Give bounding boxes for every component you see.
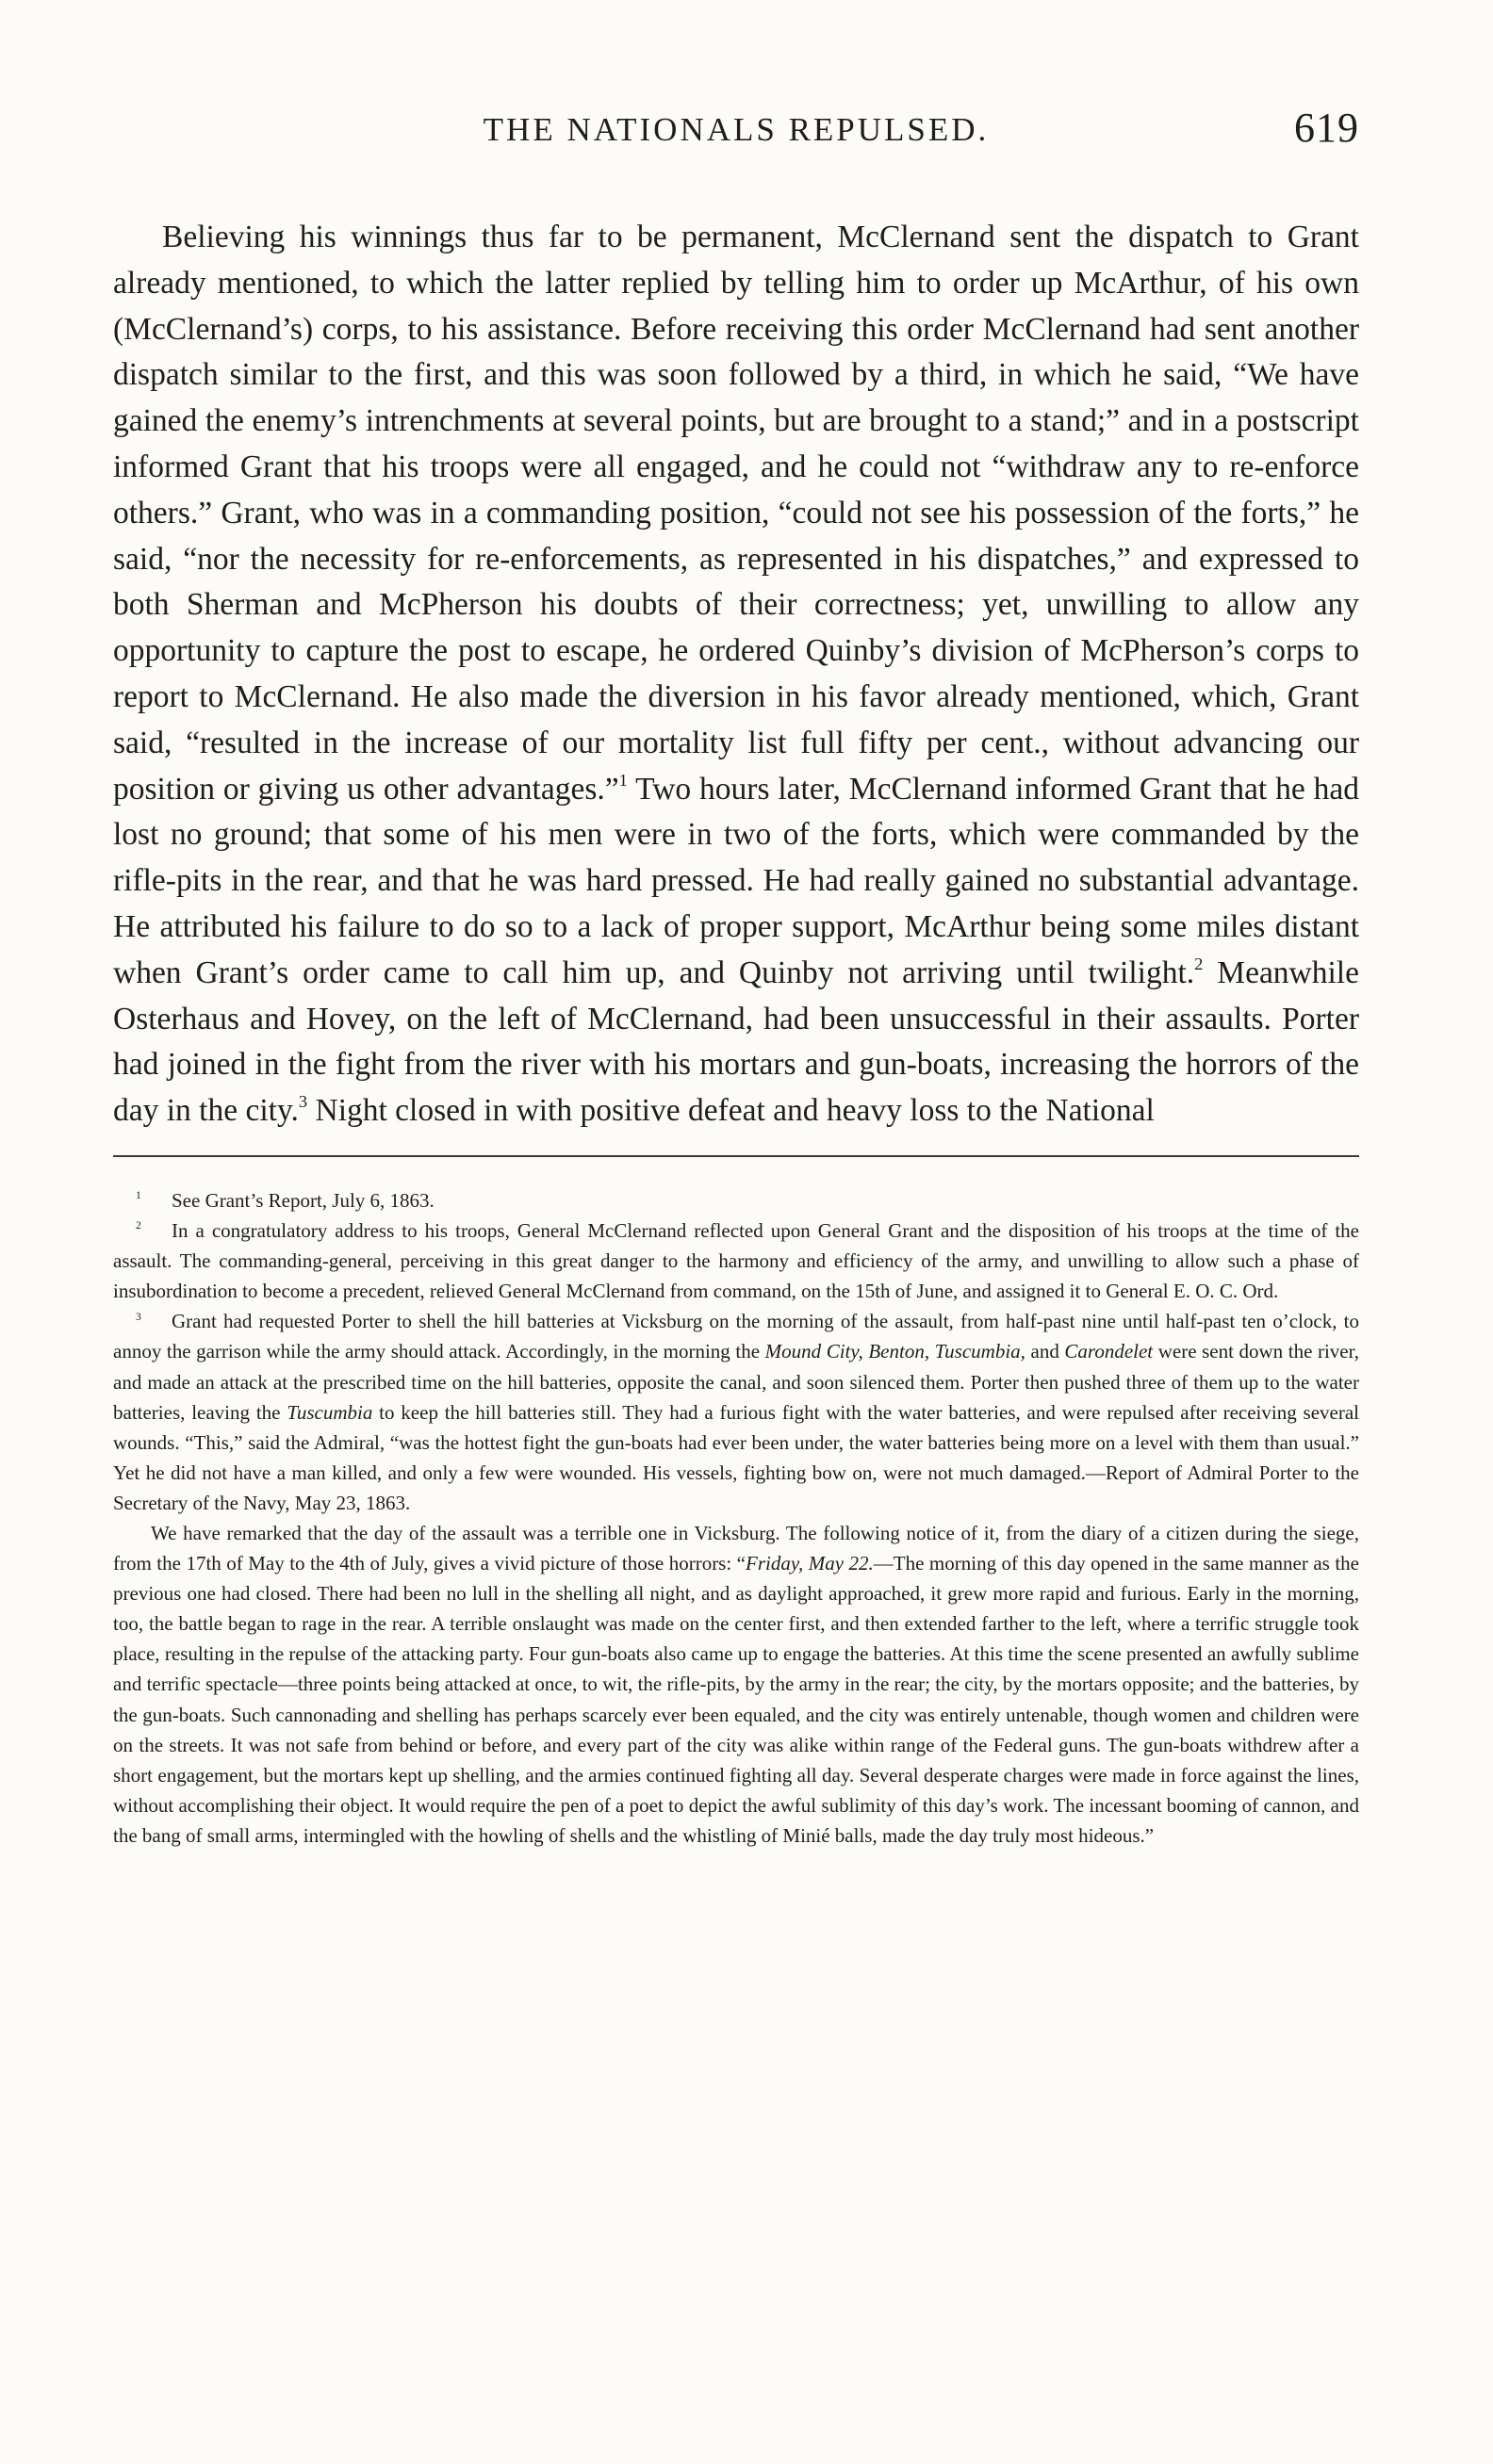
- diary-date: Friday, May 22.: [746, 1552, 874, 1575]
- footnote-ref-1: 1: [618, 770, 628, 790]
- footnote-text: to keep the hill batteries still. They had a furious fight with the water batteries, and were repulsed after receiving several wounds. “This,” said the Admiral, “was the hottest fight the gun-boats had ever been under, the water batteries being more on a level with them than usual.” Yet he did not have a man killed, and only a few were wounded. His vessels, fighting bow on, were not much damaged.—Report of Admiral Porter to the Secretary of the Navy, May 23, 1863.: [113, 1400, 1359, 1514]
- page-number: 619: [1294, 105, 1359, 151]
- ship-name: Tuscumbia: [287, 1400, 373, 1424]
- footnote-ref-2: 2: [1194, 954, 1204, 973]
- body-text-part-4: Night closed in with positive defeat and heavy loss to the National: [307, 1093, 1155, 1129]
- body-paragraph: [113, 215, 1359, 1134]
- footnotes: [113, 1185, 1359, 1851]
- footnote-text: Grant had requested Porter to shell the hill batteries at Vicksburg on the morning of the assault, from half-past nine until half-past ten o’clock, to annoy the garrison while the army should attack. Accordingly, in the morning the: [113, 1310, 1359, 1363]
- footnote-3: $^3$ Grant had requested Porter to shell the hill batteries at Vicksburg on the morning of the assault, from half-past nine until half-past ten o’clock, to annoy the garrison while the army should attack. Accordingly, in the morning the Mound City, Benton, Tuscumbia, and Carondelet were sent down the river, and made an attack at the prescribed time on the hill batteries, opposite the canal, and soon silenced them. Porter then pushed three of them up to the water batteries, leaving the Tuscumbia to keep the hill batteries still. They had a furious fight with the water batteries, and were repulsed after receiving several wounds. “This,” said the Admiral, “was the hottest fight the gun-boats had ever been under, the water batteries being more on a level with them than usual.” Yet he did not have a man killed, and only a few were wounded. His vessels, fighting bow on, were not much damaged.—Report of Admiral Porter to the Secretary of the Navy, May 23, 1863.: [113, 1310, 1360, 1514]
- footnote-text: —The morning of this day opened in the same manner as the previous one had closed. There had been no lull in the shelling all night, and as daylight approached, it grew more rapid and furious. Early in the morning, too, the battle began to rage in the rear. A terrible onslaught was made on the center first, and then extended farther to the left, where a terrific struggle took place, resulting in the repulse of the attacking party. Four gun-boats also came up to engage the batteries. At this time the scene presented an awfully sublime and terrific spectacle—three points being attacked at once, to wit, the rifle-pits, by the army in the rear; the city, by the mortars opposite; and the batteries, by the gun-boats. Such cannonading and shelling has perhaps scarcely ever been equaled, and the city was entirely untenable, though women and children were on the streets. It was not safe from behind or before, and every part of the city was alike within range of the Federal guns. The gun-boats withdrew after a short engagement, but the mortars kept up shelling, and the armies continued fighting all day. Several desperate charges were made in force against the lines, without accomplishing their object. It would require the pen of a poet to depict the awful sublimity of this day’s work. The incessant booming of cannon, and the bang of small arms, intermingled with the howling of shells and the whistling of Minié balls, made the day truly most hideous.”: [113, 1552, 1359, 1847]
- footnote-ref-3: 3: [298, 1092, 308, 1112]
- ship-names: Mound City, Benton, Tuscumbia,: [764, 1340, 1025, 1363]
- footnote-1: $^1$ See Grant’s Report, July 6, 1863.: [136, 1188, 435, 1212]
- page-header: [113, 104, 1359, 160]
- footnote-2: $^2$ In a congratulatory address to his troops, General McClernand reflected upon General Grant and the disposition of his troops at the time of the assault. The commanding-general, perceiving in this great danger to the harmony and efficiency of the army, and unwilling to allow such a phase of insubordination to become a precedent, relieved General McClernand from command, on the 15th of June, and assigned it to General E. O. C. Ord.: [113, 1219, 1359, 1303]
- footnote-text: We have remarked that the day of the assault was a terrible one in Vicksburg. The following notice of it, from the diary of a citizen during the siege, from the 17th of May to the 4th of July, gives a vivid picture of those horrors: “: [113, 1521, 1359, 1575]
- footnote-text: were sent down the river, and made an attack at the prescribed time on the hill batteries, opposite the canal, and soon silenced them. Porter then pushed three of them up to the water batteries, leaving the: [113, 1340, 1360, 1424]
- body-text-part-1: Believing his winnings thus far to be permanent, McClernand sent the dispatch to Grant already mentioned, to which the latter replied by telling him to order up McArthur, of his own (McClernand’s) corps, to his assistance. Before receiving this order McClernand had sent another dispatch similar to the first, and this was soon followed by a third, in which he said, “We have gained the enemy’s intrenchments at several points, but are brought to a stand;” and in a postscript informed Grant that his troops were all engaged, and he could not “withdraw any to re-enforce others.” Grant, who was in a commanding position, “could not see his possession of the forts,” he said, “nor the necessity for re-enforcements, as represented in his dispatches,” and expressed to both Sherman and McPherson his doubts of their correctness; yet, unwilling to allow any opportunity to capture the post to escape, he ordered Quinby’s division of McPherson’s corps to report to McClernand. He also made the diversion in his favor already mentioned, which, Grant said, “resulted in the increase of our mortality list full fifty per cent., without advancing our position or giving us other advantages.”: [113, 220, 1359, 807]
- footnote-text: and: [1025, 1340, 1065, 1363]
- body-text-part-2: Two hours later, McClernand informed Grant that he had lost no ground; that some of his men were in two of the forts, which were commanded by the rifle-pits in the rear, and that he was hard pressed. He had really gained no substantial advantage. He attributed his failure to do so to a lack of proper support, McArthur being some miles distant when Grant’s order came to call him up, and Quinby not arriving until twilight.: [113, 771, 1359, 990]
- ship-name: Carondelet: [1064, 1340, 1154, 1363]
- footnote-divider: [113, 1155, 1359, 1157]
- footnote-3-continued: [113, 1518, 1359, 1851]
- main-text: [113, 215, 1359, 1134]
- footnote-text: See Grant’s Report, July 6, 1863.: [172, 1188, 435, 1212]
- body-text-part-3: Meanwhile Osterhaus and Hovey, on the left of McClernand, had been unsuccessful in their assaults. Porter had joined in the fight from the river with his mortars and gun-boats, increasing the horrors of the day in the city.: [113, 955, 1359, 1129]
- running-head: THE NATIONALS REPULSED.: [483, 111, 990, 148]
- footnote-text: In a congratulatory address to his troops, General McClernand reflected upon General Grant and the disposition of his troops at the time of the assault. The commanding-general, perceiving in this great danger to the harmony and efficiency of the army, and unwilling to allow such a phase of insubordination to become a precedent, relieved General McClernand from command, on the 15th of June, and assigned it to General E. O. C. Ord.: [113, 1219, 1359, 1303]
- book-page: [113, 104, 1359, 1851]
